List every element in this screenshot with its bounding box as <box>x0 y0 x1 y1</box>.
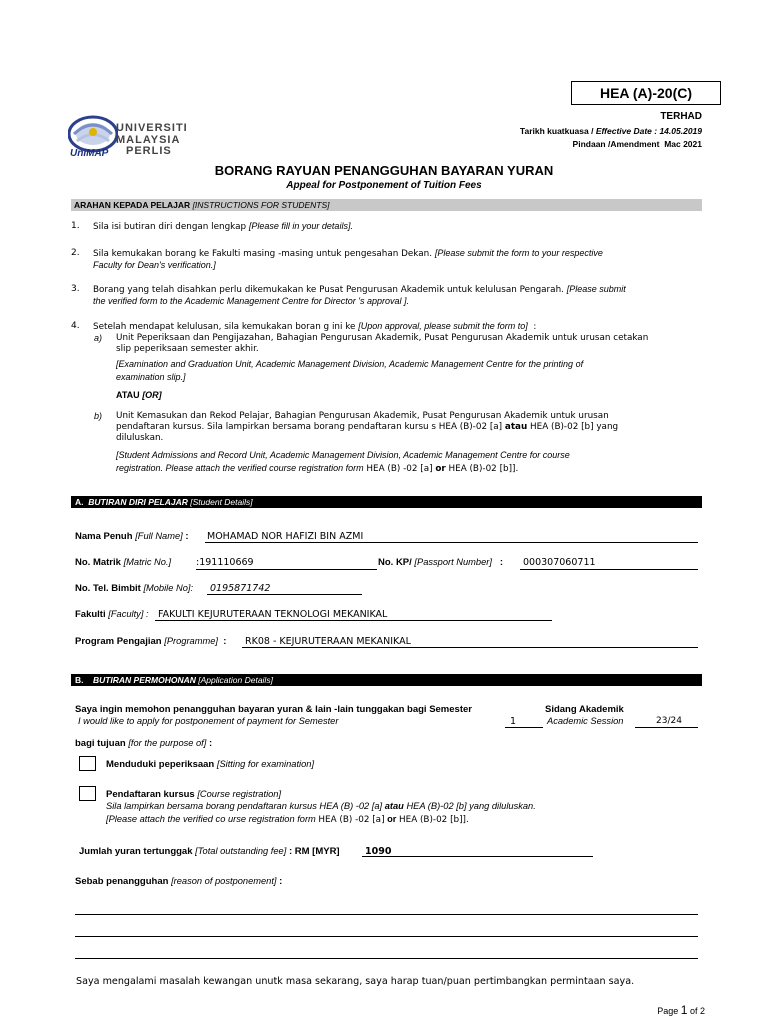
sub-item-a-label: a) <box>94 333 103 343</box>
reason-line[interactable] <box>75 958 698 959</box>
outstanding-fee-value[interactable]: 1090 <box>365 846 392 857</box>
passport-value[interactable]: 000307060711 <box>523 557 596 568</box>
instructions-heading: ARAHAN KEPADA PELAJAR [INSTRUCTIONS FOR STUDENTS] <box>71 199 702 211</box>
page-indicator: Page 1 of 2 <box>657 1003 705 1017</box>
request-statement: Saya ingin memohon penangguhan bayaran yuran & lain -lain tunggakan bagi Semester <box>75 704 472 715</box>
amendment-date: Pindaan /Amendment Mac 2021 <box>572 139 702 149</box>
sub-item-b-label: b) <box>94 411 103 421</box>
purpose-label: bagi tujuan [for the purpose of] : <box>75 738 213 749</box>
logo-line1: UNIVERSITI <box>116 122 188 134</box>
form-code: HEA (A)-20(C) <box>571 81 721 105</box>
reason-line[interactable] <box>75 914 698 915</box>
course-registration-checkbox[interactable] <box>79 786 96 801</box>
outstanding-fee-label: Jumlah yuran tertunggak [Total outstanding fee] : RM [MYR] <box>79 846 340 857</box>
unimap-logo <box>68 112 190 162</box>
faculty-label: Fakulti [Faculty] : <box>75 609 149 620</box>
sub-item-a-en: [Examination and Graduation Unit, Academic Management Division, Academic Management Centre for the printing of examination slip.] <box>116 359 584 382</box>
session-underline <box>635 727 698 728</box>
form-subtitle: Appeal for Postponement of Tuition Fees <box>286 180 482 191</box>
semester-value[interactable]: 1 <box>510 716 517 727</box>
logo-line3: PERLIS <box>126 145 172 157</box>
instruction-item: Borang yang telah disahkan perlu dikemukakan ke Pusat Pengurusan Akademik untuk kelulusan Pengarah. [Please submit the verified form to the Academic Management Centre for Director 's approval ]. <box>93 284 626 306</box>
programme-value[interactable]: RK08 - KEJURUTERAAN MEKANIKAL <box>245 636 411 647</box>
matric-label: No. Matrik [Matric No.] <box>75 557 172 568</box>
passport-label: No. KP/ [Passport Number] : <box>378 557 504 568</box>
instruction-item: Sila isi butiran diri dengan lengkap [Please fill in your details]. <box>93 221 353 232</box>
request-statement-en: I would like to apply for postponement of payment for Semester <box>78 716 339 726</box>
faculty-value[interactable]: FAKULTI KEJURUTERAAN TEKNOLOGI MEKANIKAL <box>158 609 388 620</box>
mobile-value[interactable]: 0195871742 <box>210 583 271 594</box>
full-name-value[interactable]: MOHAMAD NOR HAFIZI BIN AZMI <box>207 531 364 542</box>
exam-checkbox[interactable] <box>79 756 96 771</box>
reason-label: Sebab penangguhan [reason of postponement] : <box>75 876 283 887</box>
mobile-underline <box>207 594 362 595</box>
academic-session-label: Sidang Akademik <box>545 704 624 715</box>
course-note: Sila lampirkan bersama borang pendaftaran kursus HEA (B) -02 [a] atau HEA (B)-02 [b] yang diluluskan. <box>106 801 536 811</box>
programme-label: Program Pengajian [Programme] : <box>75 636 227 647</box>
instruction-item: Sila kemukakan borang ke Fakulti masing -masing untuk pengesahan Dekan. [Please submit the form to your respective Faculty for Dean's verification.] <box>93 248 603 270</box>
instruction-number: 1. <box>71 221 80 231</box>
logo-line2: MALAYSIA <box>116 133 181 146</box>
reason-statement[interactable]: Saya mengalami masalah kewangan unutk masa sekarang, saya harap tuan/puan pertimbangkan permintaan saya. <box>76 976 635 987</box>
outstanding-fee-underline <box>362 856 593 857</box>
passport-underline <box>520 569 698 570</box>
effective-date: Tarikh kuatkuasa / Effective Date : 14.05.2019 <box>519 126 702 136</box>
sub-item-b: Unit Kemasukan dan Rekod Pelajar, Bahagian Pengurusan Akademik, Pusat Pengurusan Akademik untuk urusan pendaftaran kursus. Sila lampirkan bersama borang pendaftaran kursu s HEA (B)-02 [a] atau HEA (B)-02 [b] yang diluluskan. <box>116 411 619 443</box>
section-a-heading: A. BUTIRAN DIRI PELAJAR [Student Details] <box>71 496 702 508</box>
matric-underline <box>196 569 377 570</box>
faculty-underline <box>155 620 552 621</box>
session-value[interactable]: 23/24 <box>656 716 682 726</box>
classification-label: TERHAD <box>660 111 702 122</box>
form-title: BORANG RAYUAN PENANGGUHAN BAYARAN YURAN <box>214 163 554 178</box>
sub-item-a: Unit Peperiksaan dan Pengijazahan, Bahagian Pengurusan Akademik, Pusat Pengurusan Akademik untuk urusan cetakan slip peperiksaan semester akhir. <box>116 333 649 354</box>
programme-underline <box>242 647 698 648</box>
instruction-number: 2. <box>71 248 80 258</box>
sub-item-b-en: [Student Admissions and Record Unit, Academic Management Division, Academic Management Centre for course registration. Please attach the verified course registration form HEA (B) -02 [a] or HEA (B)-02 [b]]. <box>116 450 570 474</box>
mobile-label: No. Tel. Bimbit [Mobile No]: <box>75 583 194 594</box>
or-label: ATAU [OR] <box>116 390 162 400</box>
instruction-number: 4. <box>71 321 80 331</box>
logo-mark: UniMAP <box>70 148 109 159</box>
matric-value[interactable]: :191110669 <box>196 557 254 568</box>
semester-underline <box>505 727 543 728</box>
reason-line[interactable] <box>75 936 698 937</box>
course-option-label: Pendaftaran kursus [Course registration] <box>106 789 282 800</box>
academic-session-label-en: Academic Session <box>547 716 624 726</box>
section-b-heading: B. BUTIRAN PERMOHONAN [Application Details] <box>71 674 702 686</box>
course-note-en: [Please attach the verified co urse registration form HEA (B) -02 [a] or HEA (B)-02 [b]]. <box>106 814 469 825</box>
instruction-number: 3. <box>71 284 80 294</box>
name-label: Nama Penuh [Full Name] : <box>75 531 189 542</box>
full-name-underline <box>205 542 698 543</box>
instruction-item: Setelah mendapat kelulusan, sila kemukakan boran g ini ke [Upon approval, please submit the form to] : <box>93 321 537 332</box>
exam-option-label: Menduduki peperiksaan [Sitting for examination] <box>106 759 315 770</box>
